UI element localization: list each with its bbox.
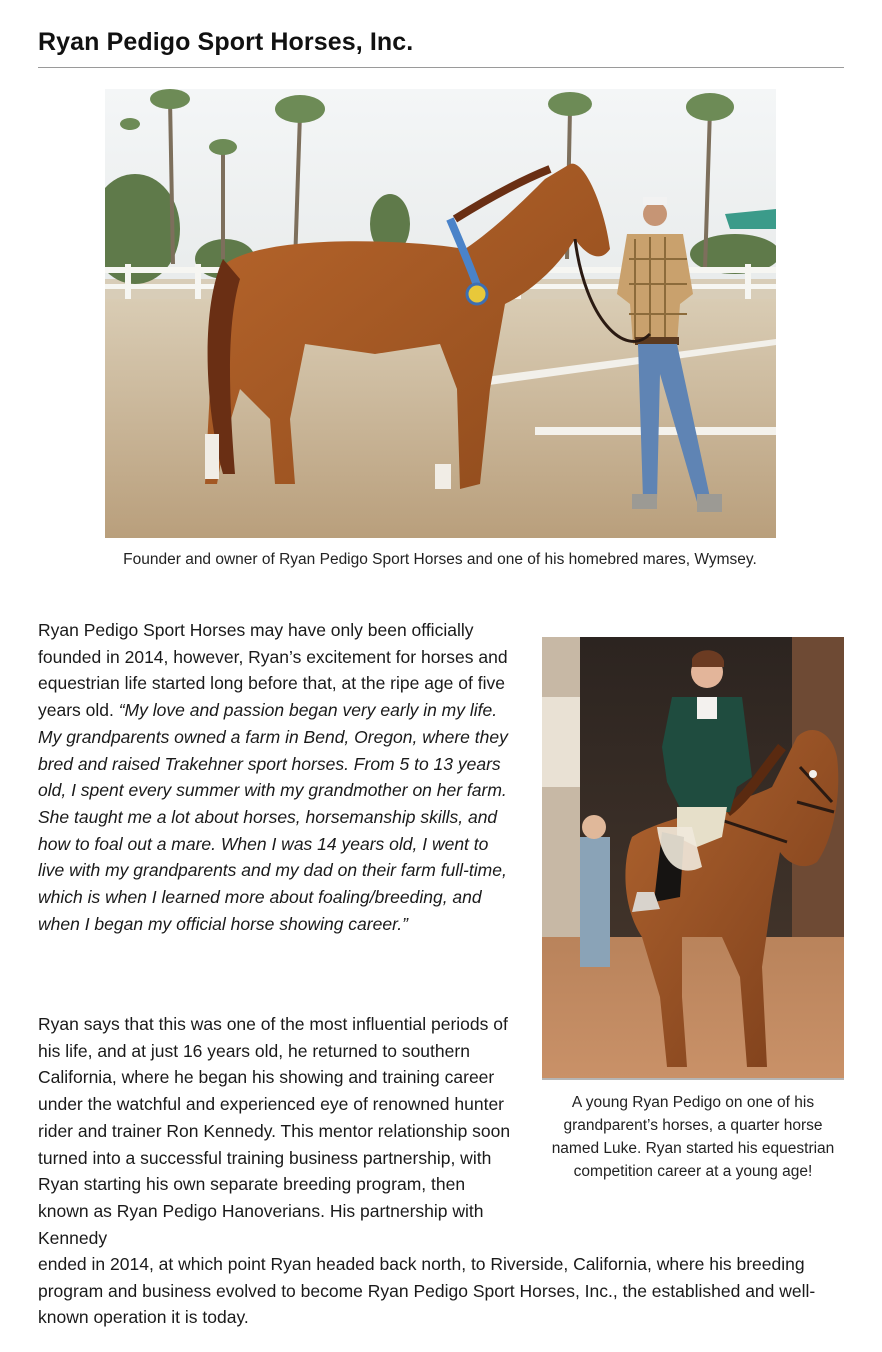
title-divider — [38, 67, 844, 68]
paragraph-1-intro: Ryan Pedigo Sport Horses may have only been officially founded in 2014, however, Ryan’s excitement for horses and equestrian life started long before that, at the ripe age of five years old. — [38, 620, 508, 721]
founder-with-mare-photo — [105, 89, 776, 538]
article-paragraph-1 — [38, 617, 513, 937]
page-title: Ryan Pedigo Sport Horses, Inc. — [38, 28, 414, 56]
article-paragraph-2: Ryan says that this was one of the most influential periods of his life, and at just 16 years old, he returned to southern California, where he began his showing and training career under the watchful and experienced eye of renowned hunter rider and trainer Ron Kennedy. This mentor relationship soon turned into a successful training business partnership, with Ryan starting his own separate breeding program, then known as Ryan Pedigo Hanoverians. His partnership with Kennedy — [38, 1014, 511, 1248]
young-rider-photo — [542, 637, 844, 1078]
side-photo-divider — [542, 1078, 844, 1080]
paragraph-1-quote: “My love and passion began very early in my life. My grandparents owned a farm in Bend, Oregon, where they bred and raised Trakehner sport horses. From 5 to 13 years old, I spent every summer with my grandmother on her farm. She taught me a lot about horses, horsemanship skills, and how to foal out a mare. When I was 14 years old, I went to live with my grandparents and my dad on their farm full-time, which is when I learned more about foaling/breeding, and when I began my official horse showing career.” — [38, 700, 508, 934]
side-photo-caption: A young Ryan Pedigo on one of his grandparent’s horses, a quarter horse named Luke. Ryan started his equestrian competition career at a young age! — [551, 1094, 835, 1180]
article-paragraph-2-continued: ended in 2014, at which point Ryan headed back north, to Riverside, California, where his breeding program and business evolved to become Ryan Pedigo Sport Horses, Inc., the established and well-known operation it is today. — [38, 1254, 816, 1328]
main-photo-caption: Founder and owner of Ryan Pedigo Sport Horses and one of his homebred mares, Wymsey. — [123, 551, 757, 568]
